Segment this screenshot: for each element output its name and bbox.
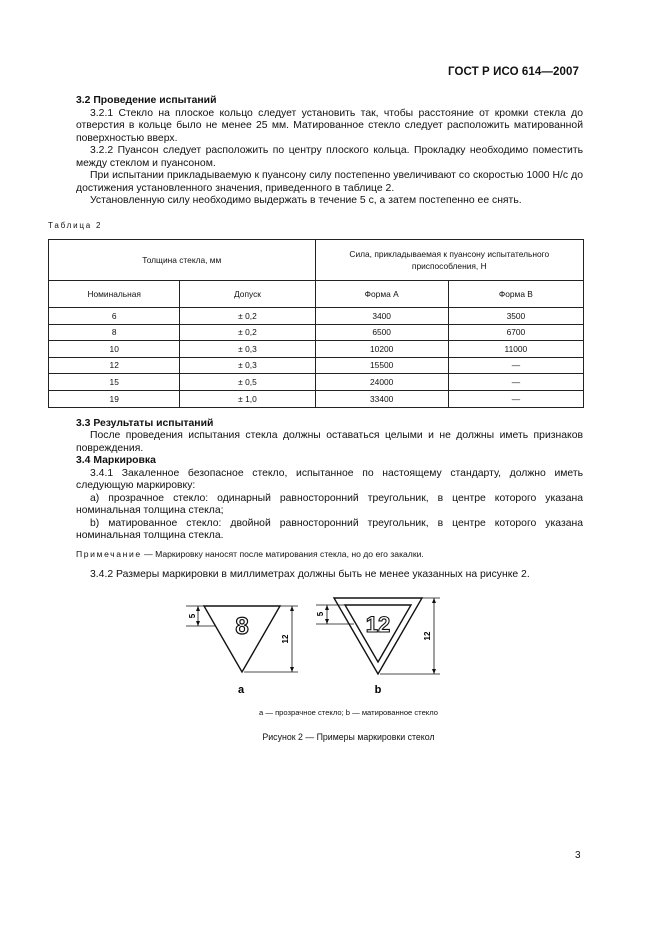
cell-nominal: 10 xyxy=(49,341,180,358)
dim-a-big: 12 xyxy=(281,634,291,644)
label-a: a xyxy=(237,683,245,696)
cell-form-a: 3400 xyxy=(315,308,448,325)
paragraph-3-2-1: 3.2.1 Стекло на плоское кольцо следует установить так, чтобы расстояние от кромки стекла до отверстия в кольце было не менее 25 мм. Матированное стекло следует расположить матированной поверхностью вверх. xyxy=(76,107,583,144)
cell-nominal: 19 xyxy=(49,390,180,407)
header-form-a: Форма А xyxy=(315,281,448,308)
marking-examples-drawing xyxy=(186,590,446,705)
header-form-b: Форма В xyxy=(448,281,583,308)
table-row xyxy=(49,341,584,358)
label-b: b xyxy=(374,683,382,696)
note-label: Примечание xyxy=(76,548,142,559)
table-caption: Таблица 2 xyxy=(48,220,103,230)
paragraph-3-4-1: 3.4.1 Закаленное безопасное стекло, испытанное по настоящему стандарту, должно иметь следующую маркировку: xyxy=(76,467,583,492)
cell-form-b: 6700 xyxy=(448,324,583,341)
paragraph-force: При испытании прикладываемую к пуансону силу постепенно увеличивают со скоростью 1000 Н/с до достижения установленного значения, приведенного в таблице 2. xyxy=(76,170,583,194)
dim-b-big: 12 xyxy=(423,631,433,641)
section-heading-3-2: 3.2 Проведение испытаний xyxy=(76,95,217,106)
cell-form-a: 10200 xyxy=(315,341,448,358)
header-thickness: Толщина стекла, мм xyxy=(49,240,316,281)
cell-nominal: 6 xyxy=(49,308,180,325)
dim-a-small: 5 xyxy=(188,613,198,618)
table-row xyxy=(49,390,584,407)
figure-legend: a — прозрачное стекло; b — матированное стекло xyxy=(259,707,438,717)
cell-tolerance: ± 0,2 xyxy=(180,324,315,341)
cell-tolerance: ± 0,3 xyxy=(180,341,315,358)
cell-form-b: 11000 xyxy=(448,341,583,358)
cell-form-b: — xyxy=(448,374,583,391)
table-row xyxy=(49,357,584,374)
paragraph-3-4-2: 3.4.2 Размеры маркировки в миллиметрах должны быть не менее указанных на рисунке 2. xyxy=(90,569,530,581)
header-force: Сила, прикладываемая к пуансону испытательного приспособления, Н xyxy=(315,240,583,281)
force-table xyxy=(48,239,584,408)
dim-b-small: 5 xyxy=(316,611,326,616)
table-row xyxy=(49,374,584,391)
paragraph-hold: Установленную силу необходимо выдержать в течение 5 с, а затем постепенно ее снять. xyxy=(90,195,522,206)
note-text: — Маркировку наносят после матирования стекла, но до его закалки. xyxy=(141,548,424,559)
header-tolerance: Допуск xyxy=(180,281,315,308)
cell-form-a: 6500 xyxy=(315,324,448,341)
figure-2 xyxy=(76,590,583,705)
table-row xyxy=(49,324,584,341)
section-heading-3-4: 3.4 Маркировка xyxy=(76,455,156,467)
note xyxy=(76,548,583,561)
cell-form-b: — xyxy=(448,357,583,374)
header-nominal: Номинальная xyxy=(49,281,180,308)
list-item-a: a) прозрачное стекло: одинарный равносторонний треугольник, в центре которого указана номинальная толщина стекла; xyxy=(76,492,583,517)
cell-nominal: 8 xyxy=(49,324,180,341)
cell-tolerance: ± 0,3 xyxy=(180,357,315,374)
page-number: 3 xyxy=(575,850,581,861)
paragraph-results: После проведения испытания стекла должны оставаться целыми и не должны иметь признаков повреждения. xyxy=(76,430,583,454)
cell-form-a: 24000 xyxy=(315,374,448,391)
cell-tolerance: ± 1,0 xyxy=(180,390,315,407)
paragraph-3-2-2: 3.2.2 Пуансон следует расположить по центру плоского кольца. Прокладку необходимо поместить между стеклом и пуансоном. xyxy=(76,145,583,169)
list-item-b: b) матированное стекло: двойной равносторонний треугольник, в центре которого указана номинальная толщина стекла. xyxy=(76,517,583,542)
cell-form-a: 33400 xyxy=(315,390,448,407)
figure-caption: Рисунок 2 — Примеры маркировки стекол xyxy=(262,732,435,743)
document-id: ГОСТ Р ИСО 614—2007 xyxy=(447,66,579,78)
cell-form-b: — xyxy=(448,390,583,407)
cell-nominal: 15 xyxy=(49,374,180,391)
section-heading-3-3: 3.3 Результаты испытаний xyxy=(76,417,214,429)
mark-b-number: 12 xyxy=(365,611,391,637)
mark-a-number: 8 xyxy=(235,612,249,640)
cell-form-a: 15500 xyxy=(315,357,448,374)
cell-nominal: 12 xyxy=(49,357,180,374)
cell-form-b: 3500 xyxy=(448,308,583,325)
table-row xyxy=(49,308,584,325)
main-content xyxy=(48,95,583,744)
cell-tolerance: ± 0,5 xyxy=(180,374,315,391)
cell-tolerance: ± 0,2 xyxy=(180,308,315,325)
